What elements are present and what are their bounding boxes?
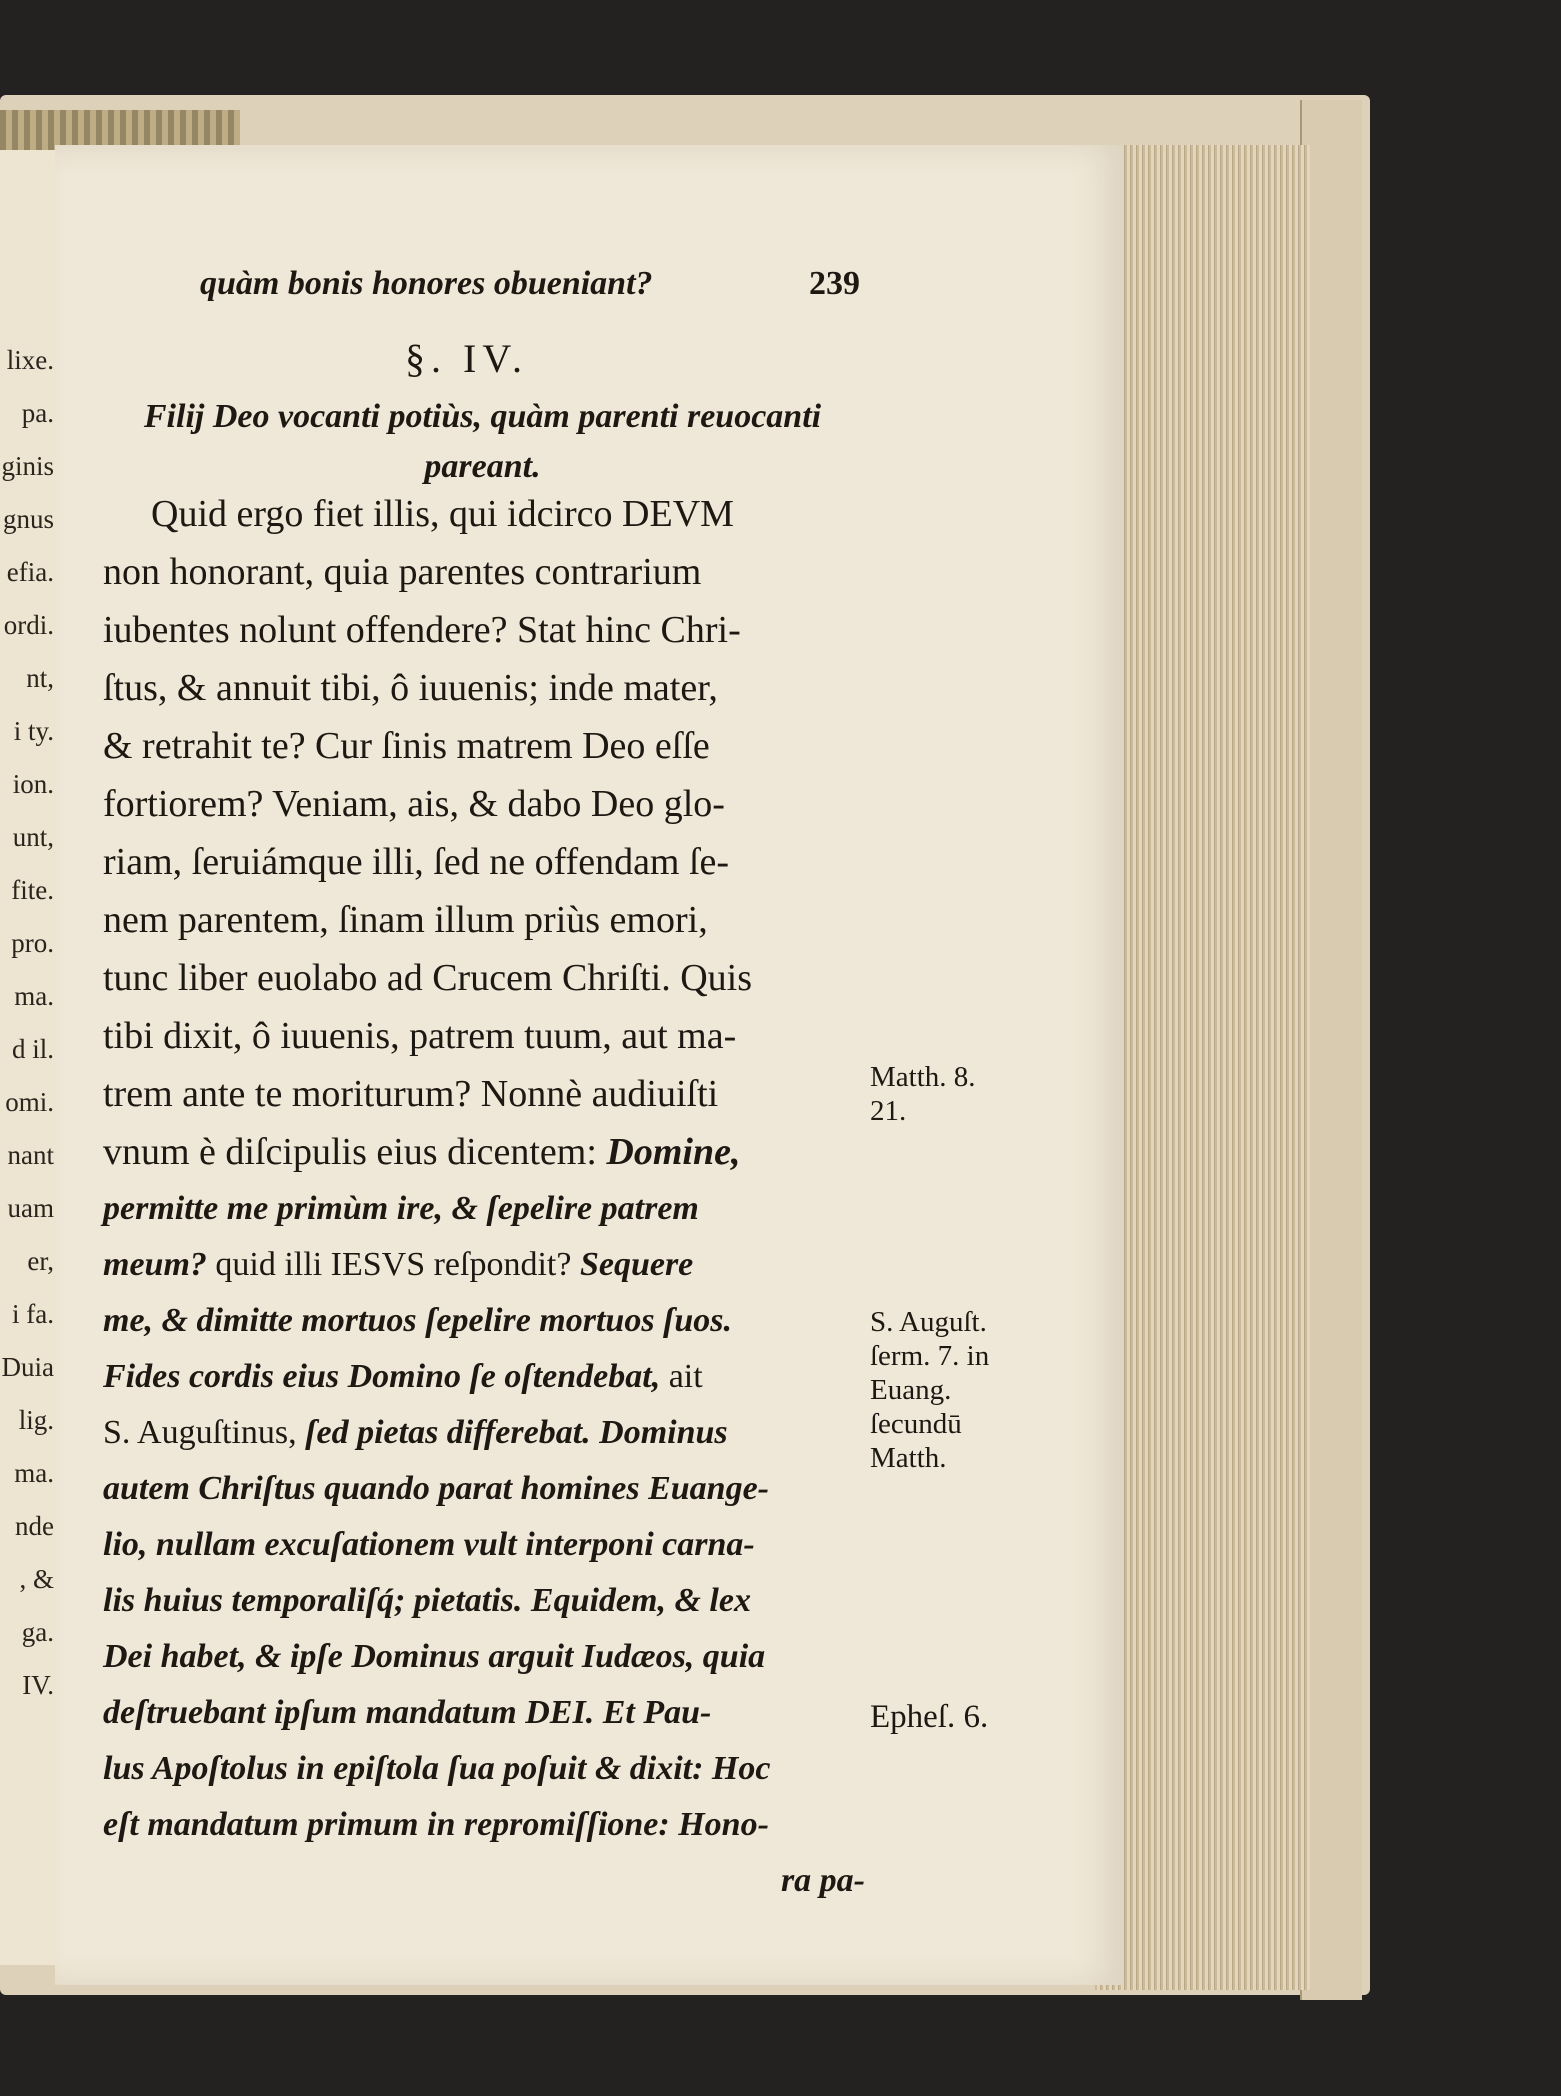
text-line: non honorant, quia parentes contrarium (103, 551, 702, 593)
text-line: Dei habet, & ipſe Dominus arguit Iudæos, quia (103, 1638, 766, 1675)
left-page-fragment: Duia (1, 1352, 54, 1382)
text-line: riam, ſeruiámque illi, ſed ne offendam ſe- (103, 841, 730, 883)
text-line: deſtruebant ipſum mandatum DEI. Et Pau- (103, 1694, 712, 1731)
text-line: autem Chriſtus quando parat homines Euange- (103, 1470, 770, 1507)
left-page-fragment: , & (19, 1564, 54, 1594)
left-page-fragment: pa. (21, 398, 54, 428)
text-line: fortiorem? Veniam, ais, & dabo Deo glo- (103, 783, 725, 825)
text-line: lus Apoſtolus in epiſtola ſua poſuit & dixit: Hoc (103, 1750, 771, 1787)
left-page-fragment: lig. (18, 1405, 54, 1435)
text-line: vnum è diſcipulis eius dicentem: Domine, (103, 1131, 741, 1173)
margin-note-matth: Matth. 8. 21. (870, 1061, 976, 1127)
text-line: me, & dimitte mortuos ſepelire mortuos ſuos. (103, 1302, 733, 1339)
left-page-fragment: lixe. (6, 345, 54, 375)
left-page-fragment: ma. (14, 981, 54, 1011)
text-line: iubentes nolunt offendere? Stat hinc Chri- (103, 609, 741, 651)
text-line: Quid ergo fiet illis, qui idcirco DEVM (151, 493, 734, 535)
left-page-fragment: unt, (12, 822, 54, 852)
left-page-fragment: ion. (12, 769, 54, 799)
headband (0, 110, 240, 150)
left-page-fragment: gnus (2, 504, 54, 534)
left-page (0, 150, 61, 1965)
left-page-fragment: omi. (5, 1087, 54, 1117)
left-page-fragment: ordi. (3, 610, 54, 640)
text-line: S. Auguſtinus, ſed pietas differebat. Dominus (103, 1414, 728, 1451)
text-line: eſt mandatum primum in repromiſſione: Hono- (103, 1806, 769, 1843)
left-page-fragment: ginis (1, 451, 54, 481)
page-fore-edge (1095, 145, 1310, 1990)
left-page-fragment: fite. (11, 875, 54, 905)
text-line: trem ante te moriturum? Nonnè audiuiſti (103, 1073, 719, 1115)
running-title: quàm bonis honores obueniant? (200, 265, 653, 302)
left-page-fragment: i fa. (12, 1299, 54, 1329)
left-page-fragment: nant (7, 1140, 54, 1170)
section-title: Filij Deo vocanti potiùs, quàm parenti reuocanti pareant. (143, 398, 822, 485)
text-line: & retrahit te? Cur ſinis matrem Deo eſſe (103, 725, 710, 767)
catchword: ra pa- (780, 1862, 865, 1899)
left-page-fragment: er, (27, 1246, 54, 1276)
text-line: lio, nullam excuſationem vult interponi carna- (103, 1526, 755, 1563)
left-page-fragment: ma. (14, 1458, 54, 1488)
margin-note-augustine: S. Auguſt. ſerm. 7. in Euang. ſecundū Matth. (870, 1306, 990, 1474)
left-page-fragment: pro. (11, 928, 54, 958)
left-page-fragment: i ty. (13, 716, 54, 746)
text-line: meum? quid illi IESVS reſpondit? Sequere (103, 1246, 694, 1283)
section-heading: §. IV. (405, 336, 529, 381)
left-page-fragment: d il. (11, 1034, 54, 1064)
left-page-fragment: nt, (26, 663, 54, 693)
left-page-fragment: uam (7, 1193, 54, 1223)
left-page-fragment: efia. (6, 557, 54, 587)
left-page-fragment: ga. (21, 1617, 54, 1647)
page-number: 239 (809, 265, 860, 302)
left-page-fragment: nde (15, 1511, 54, 1541)
text-line: permitte me primùm ire, & ſepelire patrem (103, 1190, 699, 1227)
text-line: Fides cordis eius Domino ſe oſtendebat, ait (103, 1358, 703, 1395)
text-line: lis huius temporaliſq́; pietatis. Equidem, & lex (103, 1582, 751, 1619)
text-line: tunc liber euolabo ad Crucem Chriſti. Quis (103, 957, 753, 999)
running-header (200, 265, 860, 303)
left-page-fragment: IV. (22, 1670, 54, 1700)
margin-note-ephes: Epheſ. 6. (870, 1699, 989, 1735)
text-line: tibi dixit, ô iuuenis, patrem tuum, aut ma- (103, 1015, 737, 1057)
text-line: nem parentem, ſinam illum priùs emori, (103, 899, 708, 941)
text-line: ſtus, & annuit tibi, ô iuuenis; inde mater, (103, 667, 718, 709)
body-text (103, 485, 865, 1909)
